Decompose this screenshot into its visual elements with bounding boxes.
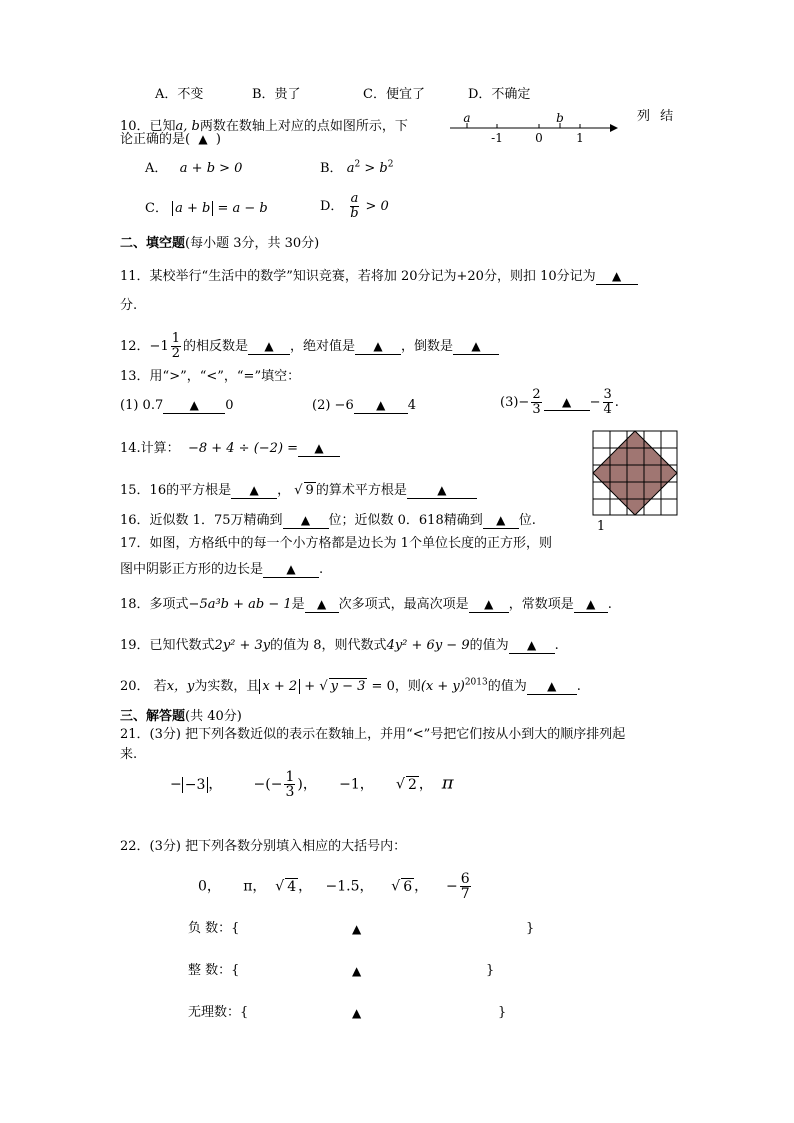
point-b-label: b [556,111,564,125]
tick-label-minus-one: -1 [491,131,503,145]
q22-negative-close: } [526,921,535,936]
q13-part1: (1) 0.7 ▲ 0 [120,398,234,413]
q22-integer-mark: ▲ [352,964,362,978]
q9-option-c: C．便宜了 [363,87,425,102]
q13-stem: 13．用“>”，“<”，“=”填空： [120,369,301,384]
grid-figure [592,430,680,535]
q15-line: 15．16的平方根是 ▲ ， √ 9 的算术平方根是 ▲ [120,482,477,500]
q22-irrational-close: } [498,1005,507,1020]
q13-part3: (3)− $\frac{2}{3}$ ▲ − $\frac{3}{4}$ . [500,387,619,417]
q21-line2: 来. [120,747,138,762]
q9-option-a: A．不变 [155,87,204,102]
q14-line: 14.计算： −8 + 4 ÷ (−2) = ▲ [120,440,340,458]
q17-line1: 17．如图，方格纸中的每一个小方格都是边长为 1个单位长度的正方形，则 [120,536,552,551]
q10-stem-line2: 论正确的是( ▲ ) [120,132,221,147]
q22-integer-close: } [486,963,495,978]
q11-unit: 分. [120,298,138,313]
grid-unit-label: 1 [596,519,606,534]
q22-negative-set: 负 数：{ [188,921,240,936]
q16-line: 16．近似数 1．75万精确到 ▲ 位；近似数 0．618精确到 ▲ 位. [120,513,536,528]
q21-line1: 21．(3分) 把下列各数近似的表示在数轴上，并用“<”号把它们按从小到大的顺序排列起 [120,727,626,742]
q11-line1: 11．某校举行“生活中的数学”知识竞赛，若将加 20分记为+20分，则扣 10分记为 ▲ [120,268,638,286]
q9-option-d: D．不确定 [468,87,531,102]
q13-part2: (2) −6 ▲ 4 [312,398,416,413]
q18-line: 18．多项式−5a³b + ab − 1是 ▲ 次多项式，最高次项是 ▲ ，常数项是 ▲ . [120,597,612,612]
section3-heading: 三、解答题(共 40分) [120,709,242,724]
q22-negative-mark: ▲ [352,922,362,936]
q22-irrational-mark: ▲ [352,1006,362,1020]
q10-option-c: C． a + b = a − b [145,201,268,216]
point-a-label: a [463,111,471,125]
number-line-figure [448,108,618,148]
q20-line: 20． 若x，y为实数，且 x + 2 + √ y − 3 = 0，则$(x + y)^{2013}$的值为 ▲ . [120,677,581,694]
q21-numbers: − −3 ， −(− $\frac{1}{3}$ )， −1， √ 2 ， π [170,769,454,800]
q9-option-b: B．贵了 [252,87,301,102]
q10-stem: 10．已知a, b两数在数轴上对应的点如图所示，下 [120,119,408,134]
q17-line2: 图中阴影正方形的边长是 ▲ . [120,562,324,577]
tick-label-one: 1 [576,131,584,145]
q10-d-fraction: $\frac{a}{b}$ [350,191,359,221]
number-line-arrow [610,124,618,132]
tick-label-zero: 0 [535,131,543,145]
q22-stem: 22．(3分) 把下列各数分别填入相应的大括号内： [120,839,407,854]
q10-option-a: A． a + b > 0 [145,161,243,176]
q22-numbers: 0， π， √ 4 ， −1.5， √ 6 ， − $\frac{6}{7}$ [198,871,470,902]
q22-integer-set: 整 数：{ [188,963,240,978]
section2-heading: 二、填空题(每小题 3分，共 30分) [120,236,320,251]
q12-line: 12．−1 $\frac{1}{2}$ 的相反数是 ▲ ，绝对值是 ▲ ，倒数是 ▲ [120,332,499,361]
q10-option-d: D． $\frac{a}{b}$ > 0 [320,191,389,221]
q10-option-b: B． $a^2 > b^2$ [320,159,394,176]
q10-stem-right: 列 结 [637,109,677,124]
q19-line: 19．已知代数式2y² + 3y的值为 8，则代数式4y² + 6y − 9的值为 ▲ . [120,638,559,653]
q22-irrational-set: 无理数：{ [188,1005,249,1020]
